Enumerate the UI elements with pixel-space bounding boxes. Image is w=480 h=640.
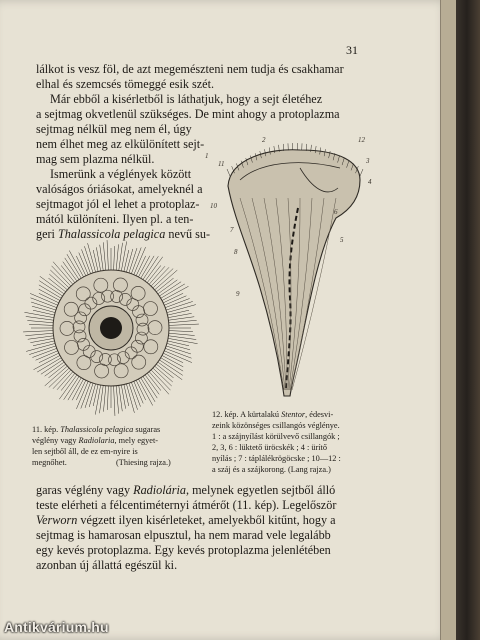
text-line: mától különíteni. Ilyen pl. a ten- xyxy=(36,212,194,226)
caption-12-line: 2, 3, 6 : lüktető üröcskék ; 4 : ürítő xyxy=(212,443,327,452)
figure-label: 10 xyxy=(210,202,217,210)
caption-11-line xyxy=(32,436,158,447)
figure-label: 4 xyxy=(368,178,372,186)
caption-11-line xyxy=(32,425,160,436)
page-number: 31 xyxy=(346,43,358,57)
text-span: , édesvi- xyxy=(305,410,334,419)
text-line: sejtmag is hamarosan elpusztul, ha nem marad vele legalább xyxy=(36,528,331,542)
italic-species-name: Thalassicola pelagica xyxy=(60,425,134,434)
stentor-illustration xyxy=(200,128,386,408)
figure-label: 3 xyxy=(366,157,370,165)
text-line: Ismerünk a véglények között xyxy=(50,167,192,181)
text-line: teste elérheti a félcentiméternyi átmérőt (11. kép). Legelőször xyxy=(36,498,337,512)
figure-label: 12 xyxy=(358,136,365,144)
stentor-body xyxy=(228,150,360,396)
text-line: azonban új állattá egészül ki. xyxy=(36,558,178,572)
text-span: , melynek egyetlen sejtből álló xyxy=(185,483,336,497)
figure-label: 7 xyxy=(230,226,234,234)
figure-label: 11 xyxy=(218,160,225,168)
text-line: valóságos óriásokat, amelyeknél a xyxy=(36,182,203,196)
text-span: véglény vagy xyxy=(32,436,79,445)
text-line: Már ebből a kisérletből is láthatjuk, hogy a sejt életéhez xyxy=(50,92,323,106)
caption-12-line: 1 : a szájnyílást körülvevő csillangók ; xyxy=(212,432,340,441)
caption-12-line: nyílás ; 7 : táplálékrögöcske ; 10—12 : xyxy=(212,454,341,463)
text-line xyxy=(36,483,335,497)
caption-11-line: megnőhet. xyxy=(32,458,67,467)
text-span: végzett ilyen kisérleteket, amelyekből kitűnt, hogy a xyxy=(77,513,336,527)
italic-author-name: Verworn xyxy=(36,513,78,527)
figure-label: 8 xyxy=(234,248,238,256)
text-line: mag sem plazma nélkül. xyxy=(36,152,155,166)
text-line: lálkot is vesz föl, de azt megemészteni nem tudja és csakhamar xyxy=(36,62,344,76)
figure-label: 1 xyxy=(205,152,209,160)
text-line xyxy=(36,513,336,527)
text-span: 11. kép. xyxy=(32,425,61,434)
text-line: egy kevés protoplazma. Egy kevés protoplazma jelenlétében xyxy=(36,543,331,557)
text-line: nem élhet meg az elkülönített sejt- xyxy=(36,137,205,151)
italic-species-name: Stentor xyxy=(281,410,306,419)
caption-12-line: zeink közönséges csillangós véglénye. xyxy=(212,421,340,430)
text-span: sugaras xyxy=(133,425,161,434)
text-span: garas véglény vagy xyxy=(36,483,134,497)
italic-species-name: Thalassicola pelagica xyxy=(58,227,166,241)
caption-12-line: a száj és a szájkorong. (Lang rajza.) xyxy=(212,465,331,474)
text-span: nevű su- xyxy=(165,227,211,241)
text-span: 12. kép. A kürtalakú xyxy=(212,410,282,419)
text-line: sejtmag nélkül meg nem él, úgy xyxy=(36,122,192,136)
radiolaria-illustration xyxy=(18,238,204,418)
italic-species-name: Radiolária xyxy=(133,483,186,497)
figure-label: 6 xyxy=(334,208,338,216)
book-cover-edge xyxy=(456,0,480,640)
caption-12-line xyxy=(212,410,333,421)
caption-11-credit: (Thiesing rajza.) xyxy=(116,458,171,467)
radiolaria-nucleus xyxy=(100,317,122,339)
caption-11-line: len sejtből áll, de ez em-nyire is xyxy=(32,447,138,456)
text-line: elhal és szemcsés tömeggé esik szét. xyxy=(36,77,215,91)
figure-label: 5 xyxy=(340,236,344,244)
figure-label: 9 xyxy=(236,290,240,298)
text-span: geri xyxy=(36,227,58,241)
text-line: sejtmagot jól el lehet a protoplaz- xyxy=(36,197,200,211)
text-span: , mely egyet- xyxy=(114,436,159,445)
watermark-logo: Antikvárium.hu xyxy=(4,619,109,635)
italic-species-name: Radiolaria xyxy=(78,436,115,445)
figure-label: 2 xyxy=(262,136,266,144)
book-page-edge xyxy=(440,0,457,640)
text-line: a sejtmag okvetlenül szükséges. De mint ahogy a protoplazma xyxy=(36,107,340,121)
